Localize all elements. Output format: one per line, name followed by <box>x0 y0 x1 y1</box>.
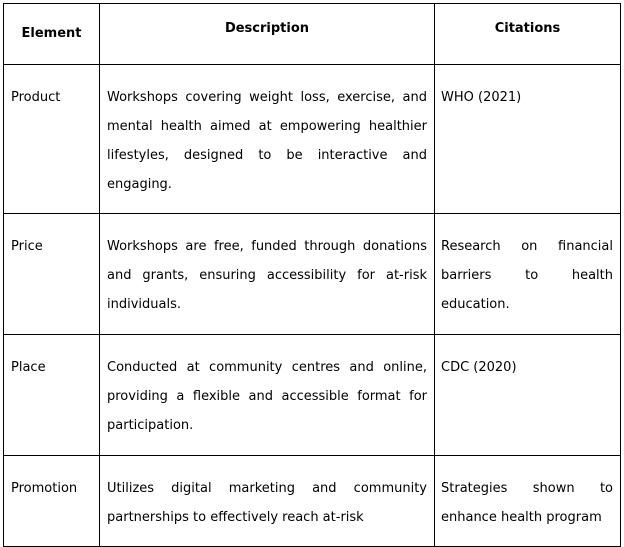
header-description <box>100 4 435 65</box>
description-text: Workshops covering weight loss, exercise, and mental health aimed at empowering healthier lifestyles, designed to be interactive and engaging. <box>107 90 427 192</box>
citation-text: Research on financial barriers to health education. <box>441 239 613 312</box>
header-citations <box>435 4 621 65</box>
cell-element <box>4 335 100 456</box>
table-row <box>4 65 621 214</box>
cell-description <box>100 456 435 547</box>
cell-element <box>4 456 100 547</box>
header-description-label: Description <box>224 21 310 36</box>
header-element <box>4 4 100 65</box>
table-row <box>4 456 621 547</box>
cell-citation <box>435 456 621 547</box>
cell-description <box>100 335 435 456</box>
cell-citation <box>435 335 621 456</box>
element-text: Place <box>11 360 46 375</box>
citation-text: Strategies shown to enhance health program <box>441 481 613 525</box>
element-text: Product <box>11 90 61 105</box>
cell-citation <box>435 65 621 214</box>
description-text: Workshops are free, funded through donations and grants, ensuring accessibility for at-risk individuals. <box>107 239 427 312</box>
cell-description <box>100 214 435 335</box>
cell-citation <box>435 214 621 335</box>
header-citations-label: Citations <box>494 21 561 36</box>
element-text: Promotion <box>11 481 78 496</box>
table-row <box>4 214 621 335</box>
cell-element <box>4 214 100 335</box>
citation-text: CDC (2020) <box>441 360 517 375</box>
description-text: Utilizes digital marketing and community partnerships to effectively reach at-risk <box>107 481 427 525</box>
table-header-row <box>4 4 621 65</box>
header-element-label: Element <box>21 26 82 41</box>
citation-text: WHO (2021) <box>441 90 522 105</box>
element-text: Price <box>11 239 43 254</box>
table-row <box>4 335 621 456</box>
marketing-mix-table <box>3 3 621 547</box>
cell-element <box>4 65 100 214</box>
description-text: Conducted at community centres and online, providing a flexible and accessible format for participation. <box>107 360 427 433</box>
cell-description <box>100 65 435 214</box>
